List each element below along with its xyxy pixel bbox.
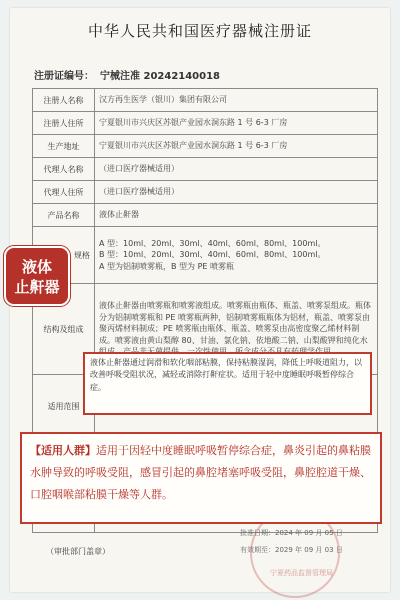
reg-no-label: 注册证编号： — [34, 71, 94, 82]
row-value: 宁夏银川市兴庆区苏银产业园水洞东路 1 号 6-3 厂房 — [95, 135, 378, 158]
row-label: 注册人名称 — [33, 89, 95, 112]
row-agent-address — [33, 181, 378, 204]
badge-line: 止鼾器 — [14, 278, 60, 296]
scope-highlight-box: 液体止鼾器通过润滑和软化咽部粘膜，保持粘膜湿润，降低上呼吸道阻力，以改善呼吸受阻状况，减轻或消除打鼾症状。适用于轻中度睡眠呼吸暂停综合症。 — [83, 352, 372, 415]
row-value — [95, 227, 378, 284]
target-population-box — [20, 432, 382, 524]
row-label: 产品名称 — [33, 204, 95, 227]
approval-seal-label: （审批部门盖章） — [46, 547, 110, 556]
row-value: 液体止鼾器由喷雾瓶和喷雾液组成。喷雾瓶由瓶体、瓶盖、喷雾泵组成。瓶体分为铝制喷雾瓶和 PE 喷雾瓶两种，铝制喷雾瓶瓶体为铝材，瓶盖、喷雾泵由聚丙烯材料制成；PE 喷雾瓶由瓶体、瓶盖、喷雾泵由高密度聚乙烯材料制成。喷雾液由黄山梨醇 80、甘油、氯化钠、依地酸二钠、山梨酸钾和纯化水 — [95, 284, 378, 375]
row-agent-name — [33, 158, 378, 181]
row-label: 结构及组成 — [33, 284, 95, 375]
row-value: （进口医疗器械适用） — [95, 181, 378, 204]
row-value: 液体止鼾器 — [95, 204, 378, 227]
row-value: 宁夏银川市兴庆区苏银产业园水洞东路 1 号 6-3 厂房 — [95, 112, 378, 135]
expiry-date: 有效期至：2029 年 09 月 03 日 — [240, 546, 343, 554]
product-badge — [4, 246, 70, 306]
row-label: 生产地址 — [33, 135, 95, 158]
model-line: A 型为铝制喷雾瓶，B 型为 PE 喷雾瓶 — [99, 261, 235, 271]
row-model — [33, 227, 378, 284]
row-registrant — [33, 89, 378, 112]
row-product-name — [33, 204, 378, 227]
row-production-address — [33, 135, 378, 158]
row-label: 注册人住所 — [33, 112, 95, 135]
badge-line: 液体 — [21, 258, 52, 276]
row-label: 规格 — [33, 227, 95, 284]
approval-date: 批准日期：2024 年 09 月 05 日 — [240, 529, 343, 537]
row-label: 代理人住所 — [33, 181, 95, 204]
target-population-text: 适用于因轻中度睡眠呼吸暂停综合症，鼻炎引起的鼻粘膜水肿导致的呼吸受阻，感冒引起的鼻腔堵塞呼吸受阻，鼻腔腔道干燥、口腔咽喉部粘膜干燥等人群。 — [30, 444, 371, 501]
row-value: 汉方再生医学（银川）集团有限公司 — [95, 89, 378, 112]
model-line: A 型：10ml、20ml、30ml、40ml、60ml、80ml、100ml。 — [99, 238, 326, 248]
row-label: 适用范围 — [33, 375, 95, 438]
model-line: B 型：10ml、20ml、30ml、40ml、60ml、80ml、100ml。 — [99, 250, 326, 260]
row-label: 代理人名称 — [33, 158, 95, 181]
row-value: （进口医疗器械适用） — [95, 158, 378, 181]
reg-no-value: 宁械注准 20242140018 — [100, 71, 221, 82]
certificate-title: 中华人民共和国医疗器械注册证 — [87, 22, 312, 40]
row-registrant-address — [33, 112, 378, 135]
registration-number — [34, 67, 220, 82]
seal-text: 宁夏药品监督管理局 — [270, 569, 333, 577]
target-population-heading: 【适用人群】 — [30, 444, 96, 457]
